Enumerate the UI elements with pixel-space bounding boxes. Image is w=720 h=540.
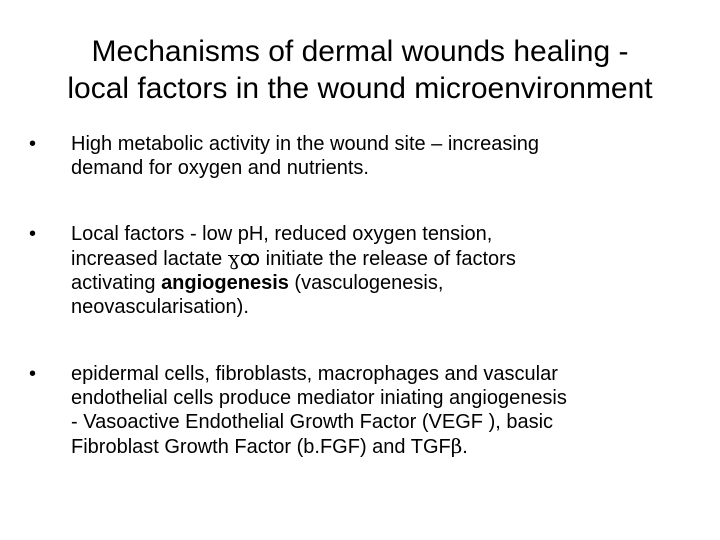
title-line-1: Mechanisms of dermal wounds healing -	[91, 35, 629, 68]
bullet-marker: •	[29, 363, 37, 385]
bullet-marker: •	[29, 223, 37, 245]
bullet-3-line-3: - Vasoactive Endothelial Growth Factor (VEGF ), basic	[71, 411, 554, 433]
bullet-2-line-2	[71, 246, 688, 271]
bullet-3-line-2: endothelial cells produce mediator iniating angiogenesis	[71, 387, 567, 409]
bullet-3-line-4-text-a: Fibroblast Growth Factor (b.FGF) and TGF	[71, 436, 451, 458]
bullet-item-1	[28, 132, 688, 180]
title-line-2: local factors in the wound microenvironment	[67, 72, 653, 105]
bullet-2-line-3-text-a: activating	[71, 272, 162, 294]
bullet-item-2	[28, 222, 688, 319]
bullet-2-line-4: neovascularisation).	[71, 296, 249, 318]
bullet-2-line-2-text-a: increased lactate	[71, 248, 228, 270]
bullet-1-line-2: demand for oxygen and nutrients.	[71, 157, 369, 179]
bullet-2-line-3-text-b: (vasculogenesis,	[288, 272, 444, 294]
slide-title	[30, 33, 690, 107]
bullet-3-line-4	[71, 434, 688, 459]
bullet-2-line-1: Local factors - low pH, reduced oxygen tension,	[71, 223, 493, 245]
bullet-marker: •	[29, 133, 37, 155]
bullet-2-line-2-text-b: ꝏ initiate the release of factors	[239, 248, 516, 270]
bullet-1-line-1: High metabolic activity in the wound site – increasing	[71, 133, 540, 155]
bullet-3-line-4-text-b: .	[462, 436, 468, 458]
bullet-2-line-3	[71, 271, 688, 295]
bullet-item-3	[28, 362, 688, 459]
beta-symbol: β	[450, 434, 463, 458]
bullet-3-line-1: epidermal cells, fibroblasts, macrophages and vascular	[71, 363, 558, 385]
angiogenesis-term: angiogenesis	[161, 272, 289, 294]
gamma-symbol: ɣ	[227, 246, 240, 270]
